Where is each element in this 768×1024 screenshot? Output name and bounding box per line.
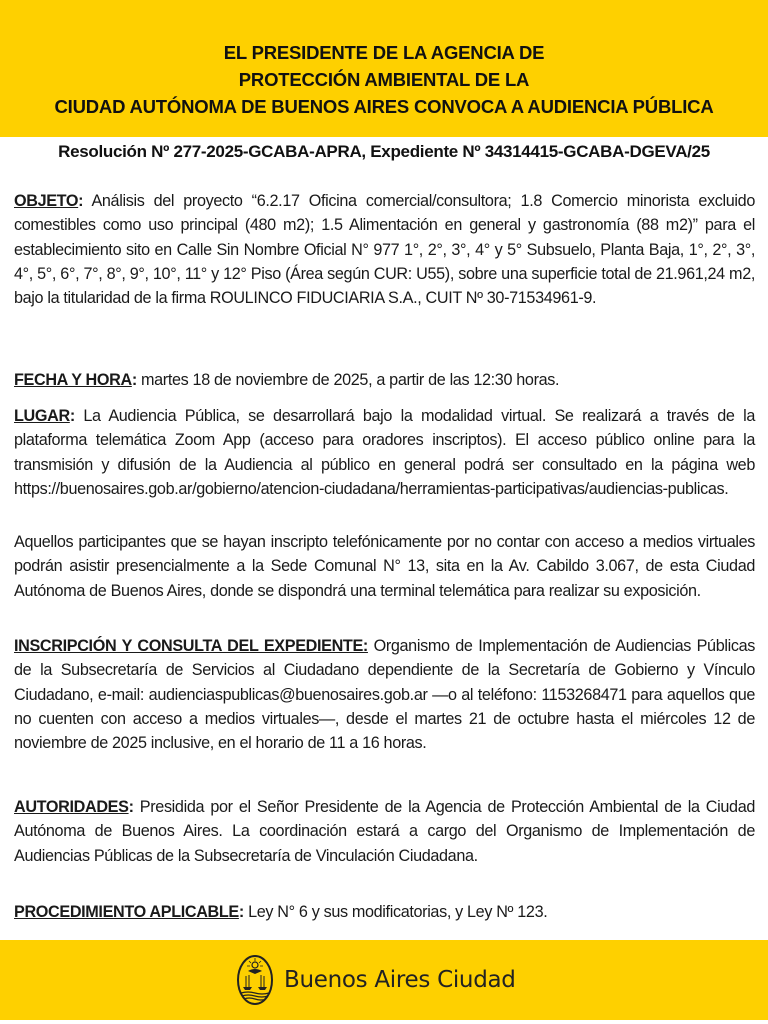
footer-banner — [0, 940, 768, 1020]
brand-name: Buenos Aires Ciudad — [284, 967, 516, 993]
section-procedimiento — [14, 900, 755, 924]
section-label: OBJETO — [14, 192, 79, 210]
section-label: FECHA Y HORA — [14, 371, 132, 389]
title-line-2: PROTECCIÓN AMBIENTAL DE LA — [238, 69, 530, 90]
section-text: Presidida por el Señor Presidente de la Agencia de Protección Ambiental de la Ciudad Autónoma de Buenos Aires. La coordinación estará a cargo del Organismo de Implementación de Audiencias Públicas de la Subsecretaría de Vinculación Ciudadana. — [14, 798, 755, 865]
label-colon: : — [128, 798, 134, 816]
section-label: PROCEDIMIENTO APLICABLE — [14, 903, 239, 921]
brand-logo — [236, 950, 516, 1010]
section-text: Aquellos participantes que se hayan inscripto telefónicamente por no contar con acceso a medios virtuales podrán asistir presencialmente a la Sede Comunal N° 13, sita en la Av. Cabildo 3.067, de esta Ciudad Autónoma de Buenos Aires, donde se dispondrá una terminal telemática para realizar su exposición. — [14, 533, 755, 600]
section-objeto — [14, 189, 755, 310]
section-autoridades — [14, 795, 755, 868]
title-line-1: EL PRESIDENTE DE LA AGENCIA DE — [223, 42, 545, 63]
label-colon: : — [131, 371, 137, 389]
section-fecha-hora — [14, 368, 755, 392]
city-coat-of-arms-icon — [236, 954, 274, 1006]
resolution-reference: Resolución Nº 277-2025-GCABA-APRA, Expediente Nº 34314415-GCABA-DGEVA/25 — [58, 142, 710, 161]
label-colon: : — [78, 192, 84, 210]
section-lugar — [14, 404, 755, 501]
page-title — [0, 39, 768, 120]
section-inscripcion — [14, 634, 755, 755]
section-text: La Audiencia Pública, se desarrollará bajo la modalidad virtual. Se realizará a través de la plataforma telemática Zoom App (acceso para oradores inscriptos). El acceso público online para la transmisión y difusión de la Audiencia al público en general podrá ser consultado en la página web https://buenosaires.gob.ar/gobierno/atencion-ciudadana/herramientas-participativas/audiencias-publicas. — [14, 407, 755, 498]
section-text: Ley N° 6 y sus modificatorias, y Ley Nº 123. — [243, 903, 548, 921]
section-text: martes 18 de noviembre de 2025, a partir de las 12:30 horas. — [136, 371, 560, 389]
header-banner — [0, 0, 768, 137]
section-text: Análisis del proyecto “6.2.17 Oficina comercial/consultora; 1.8 Comercio minorista excluido comestibles como uso principal (480 m2); 1.5 Alimentación en general y gastronomía (88 m2)” para el establecimiento sito en Calle Sin Nombre Oficial N° 977 1°, 2°, 3°, 4° y 5° Subsuelo, Planta Baja, 1°, 2°, 3°, 4°, 5°, 6°, 7°, 8°, 9°, 10°, 11° y 12° Piso (Área según CUR: U55), sobre una superficie total de 21.961,24 m2, bajo la titularidad de la firma ROULINCO FIDUCIARIA S.A., CUIT Nº 30-71534961-9. — [14, 192, 755, 308]
section-label: INSCRIPCIÓN Y CONSULTA DEL EXPEDIENTE: — [14, 637, 368, 655]
label-colon: : — [238, 903, 244, 921]
label-colon: : — [69, 407, 75, 425]
title-line-3: CIUDAD AUTÓNOMA DE BUENOS AIRES CONVOCA A AUDIENCIA PÚBLICA — [54, 96, 714, 117]
section-text: Organismo de Implementación de Audiencias Públicas de la Subsecretaría de Servicios al Ciudadano dependiente de la Secretaría de Gobierno y Vínculo Ciudadano, e-mail: audienciaspublicas@buenosaires.gob.ar —o al teléfono: 1153268471 para aquellos que no cuenten con acceso a medios virtuales—, desde el martes 21 de octubre hasta el miércoles 12 de noviembre de 2025 inclusive, en el horario de 11 a 16 horas. — [14, 637, 755, 753]
section-label: LUGAR — [14, 407, 70, 425]
section-label: AUTORIDADES — [14, 798, 129, 816]
section-participantes — [14, 530, 755, 603]
